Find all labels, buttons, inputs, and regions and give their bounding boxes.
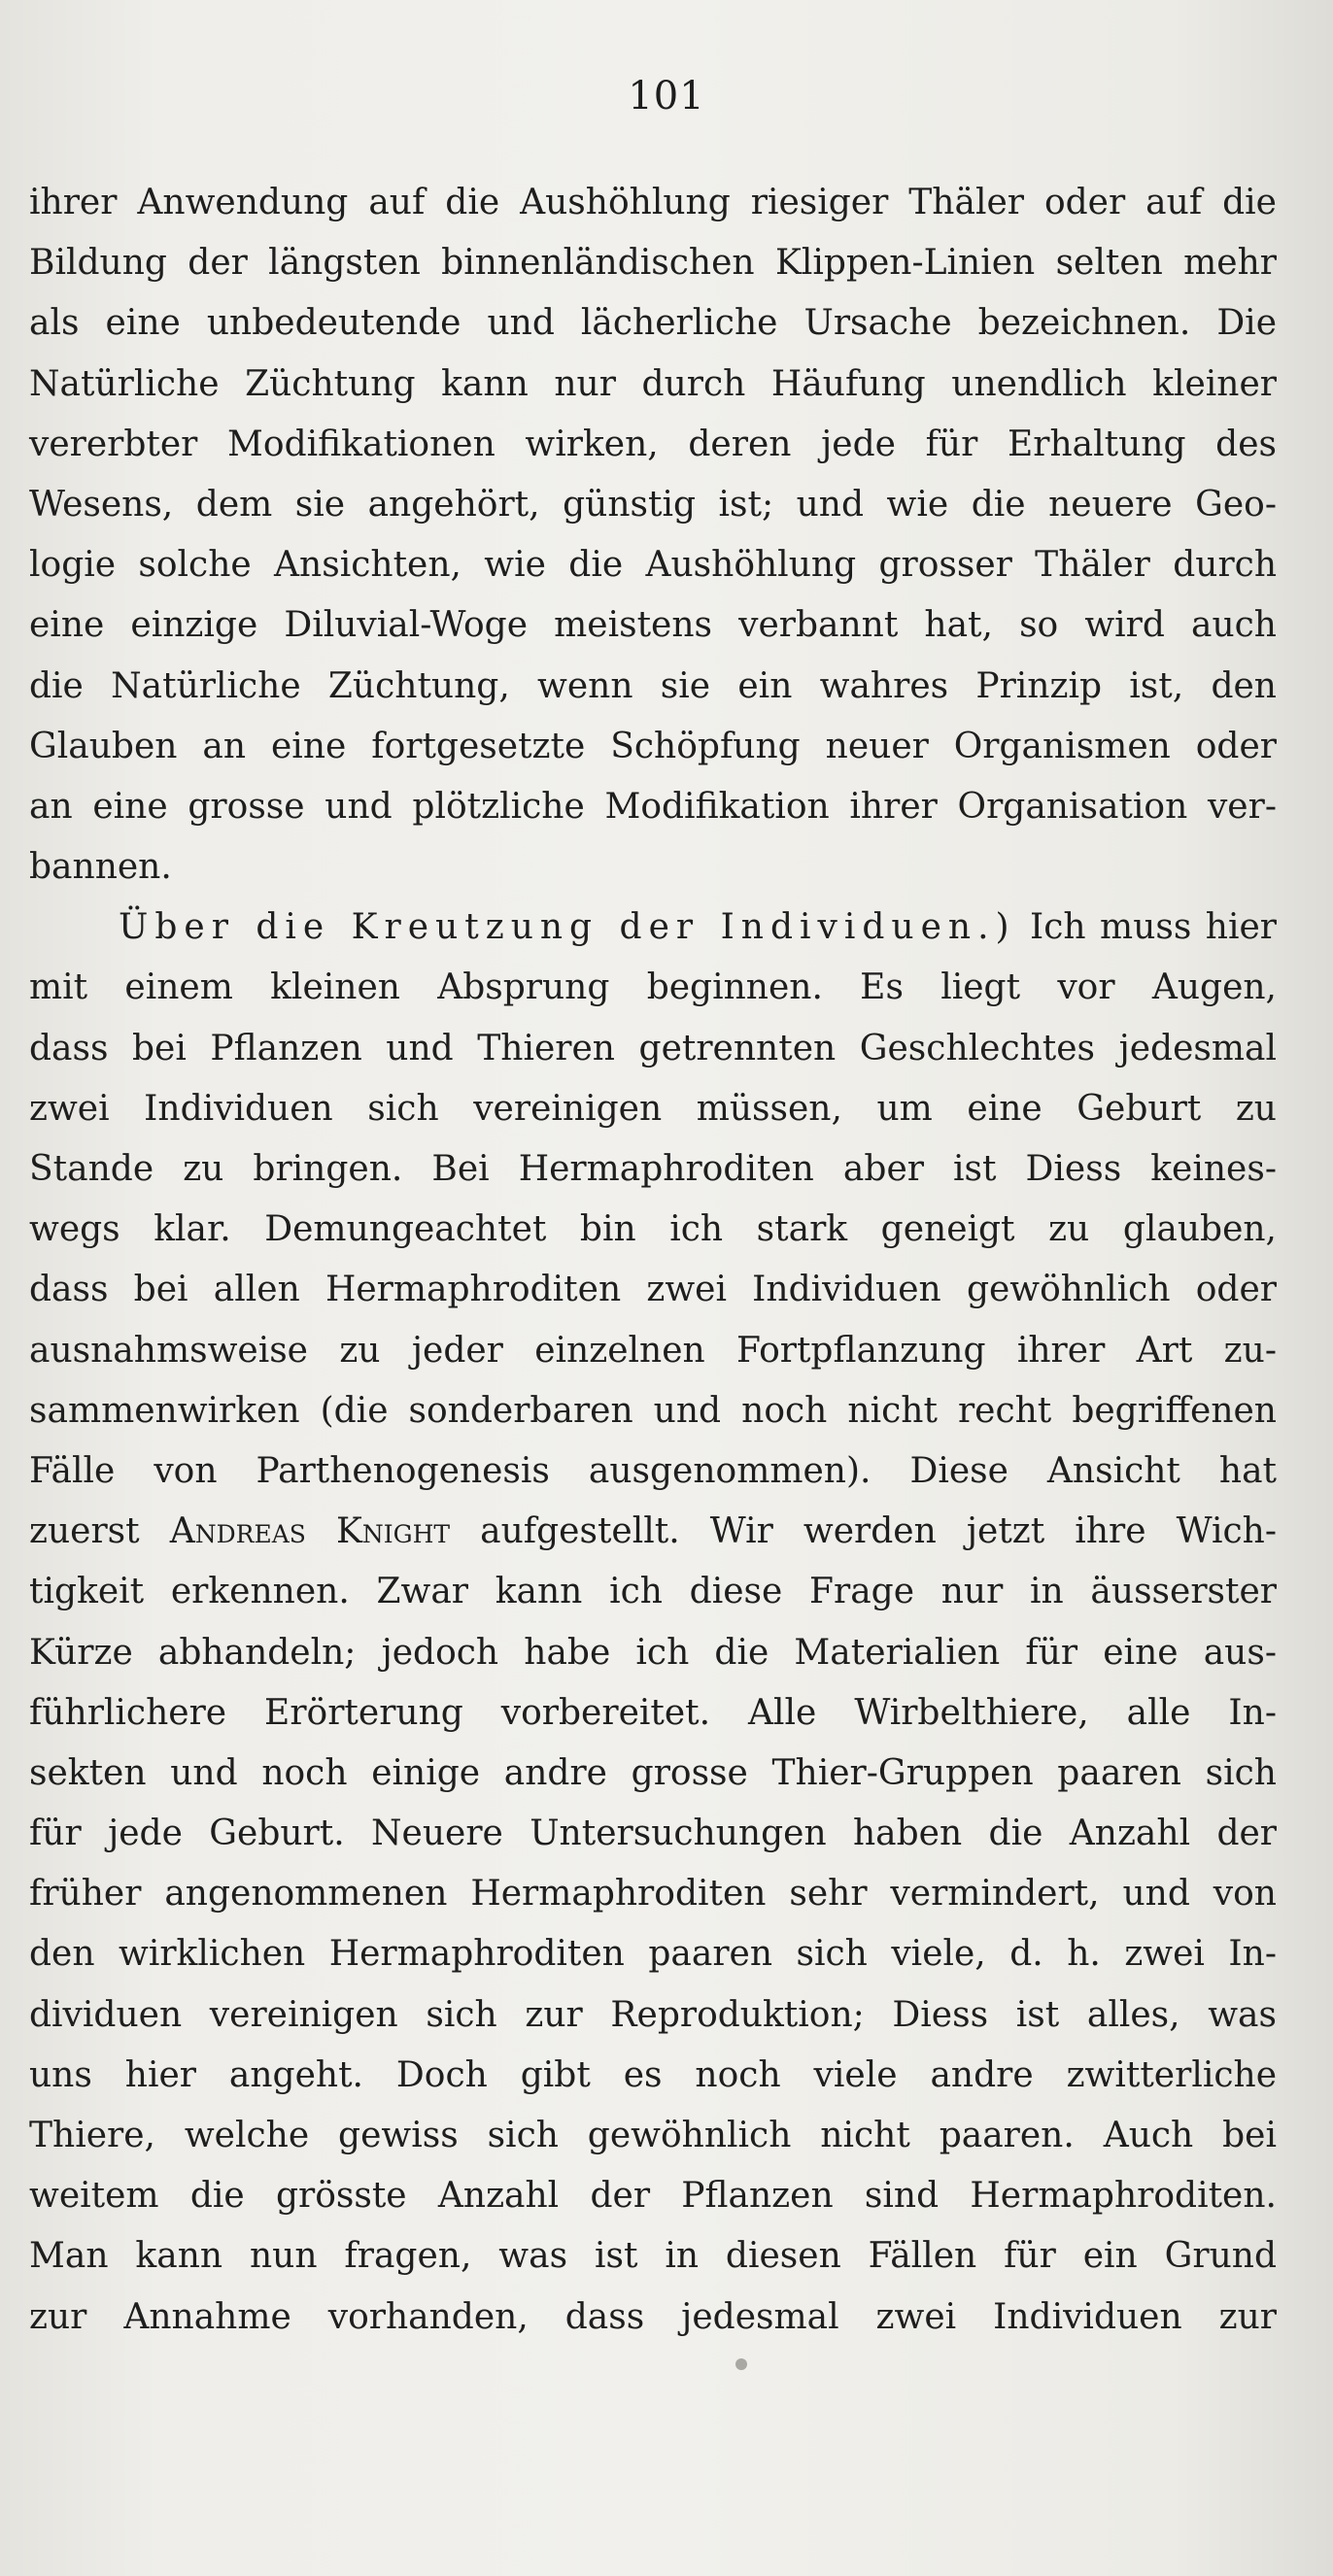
paper-speck (735, 2358, 747, 2370)
text-line: wegs klar. Demungeachtet bin ich stark geneigt zu glauben, (29, 1209, 1277, 1250)
knight-pre: zuerst (29, 1511, 170, 1552)
body-text (29, 173, 1277, 2348)
section-heading-line (29, 898, 1277, 958)
text-line: Wesens, dem sie angehört, günstig ist; und wie die neuere Geo- (29, 484, 1277, 525)
text-line: den wirklichen Hermaphroditen paaren sich viele, d. h. zwei In- (29, 1934, 1277, 1975)
text-line: sekten und noch einige andre grosse Thier-Gruppen paaren sich (29, 1752, 1277, 1793)
text-line: Glauben an eine fortgesetzte Schöpfung neuer Organismen oder (29, 726, 1277, 766)
text-line: bannen. (29, 847, 172, 888)
text-line: ausnahmsweise zu jeder einzelnen Fortpflanzung ihrer Art zu- (29, 1330, 1277, 1371)
text-line: ihrer Anwendung auf die Aushöhlung riesiger Thäler oder auf die (29, 183, 1277, 222)
text-line: zur Annahme vorhanden, dass jedesmal zwei Individuen zur (29, 2296, 1277, 2337)
text-line: früher angenommenen Hermaphroditen sehr vermindert, und von (29, 1874, 1277, 1915)
knight-post: aufgestellt. Wir werden jetzt ihre Wich- (450, 1511, 1277, 1552)
text-line: Stande zu bringen. Bei Hermaphroditen aber ist Diess keines- (29, 1149, 1277, 1189)
text-line: dass bei allen Hermaphroditen zwei Individuen gewöhnlich oder (29, 1270, 1277, 1310)
text-line: uns hier angeht. Doch gibt es noch viele andre zwitterliche (29, 2054, 1277, 2095)
text-line: Thiere, welche gewiss sich gewöhnlich nicht paaren. Auch bei (29, 2116, 1277, 2155)
text-line: die Natürliche Züchtung, wenn sie ein wahres Prinzip ist, den (29, 665, 1277, 706)
text-line-knight (29, 1502, 1277, 1562)
text-line: an eine grosse und plötzliche Modifikation ihrer Organisation ver- (29, 786, 1277, 827)
text-line: führlichere Erörterung vorbereitet. Alle Wirbelthiere, alle In- (29, 1692, 1277, 1733)
text-line: tigkeit erkennen. Zwar kann ich diese Frage nur in äusserster (29, 1572, 1277, 1612)
text-line: mit einem kleinen Absprung beginnen. Es liegt vor Augen, (29, 967, 1277, 1008)
text-line: Fälle von Parthenogenesis ausgenommen). Diese Ansicht hat (29, 1450, 1277, 1491)
text-line: Kürze abhandeln; jedoch habe ich die Materialien für eine aus- (29, 1632, 1277, 1673)
text-line: zwei Individuen sich vereinigen müssen, um eine Geburt zu (29, 1088, 1277, 1129)
heading-continuation: Ich muss hier (1015, 907, 1277, 948)
text-line: dividuen vereinigen sich zur Reproduktion; Diess ist alles, was (29, 1994, 1277, 2035)
text-line: dass bei Pflanzen und Thieren getrennten Geschlechtes jedesmal (29, 1028, 1277, 1068)
text-line: sammenwirken (die sonderbaren und noch nicht recht begriffenen (29, 1390, 1277, 1431)
text-line: Natürliche Züchtung kann nur durch Häufung unendlich kleiner (29, 363, 1277, 404)
page-number: 101 (628, 74, 705, 119)
text-line: für jede Geburt. Neuere Untersuchungen haben die Anzahl der (29, 1813, 1277, 1854)
text-line: eine einzige Diluvial-Woge meistens verbannt hat, so wird auch (29, 605, 1277, 646)
text-line: als eine unbedeutende und lächerliche Ursache bezeichnen. Die (29, 303, 1277, 344)
section-heading: Über die Kreutzung der Individuen.) (119, 907, 1016, 948)
text-line: logie solche Ansichten, wie die Aushöhlung grosser Thäler durch (29, 545, 1277, 586)
text-line: weitem die grösste Anzahl der Pflanzen sind Hermaphroditen. (29, 2176, 1277, 2217)
author-name: Andreas Knight (169, 1511, 451, 1552)
text-line: vererbter Modifikationen wirken, deren jede für Erhaltung des (29, 424, 1277, 464)
text-line: Bildung der längsten binnenländischen Klippen-Linien selten mehr (29, 243, 1277, 284)
text-line: Man kann nun fragen, was ist in diesen Fällen für ein Grund (29, 2236, 1277, 2277)
